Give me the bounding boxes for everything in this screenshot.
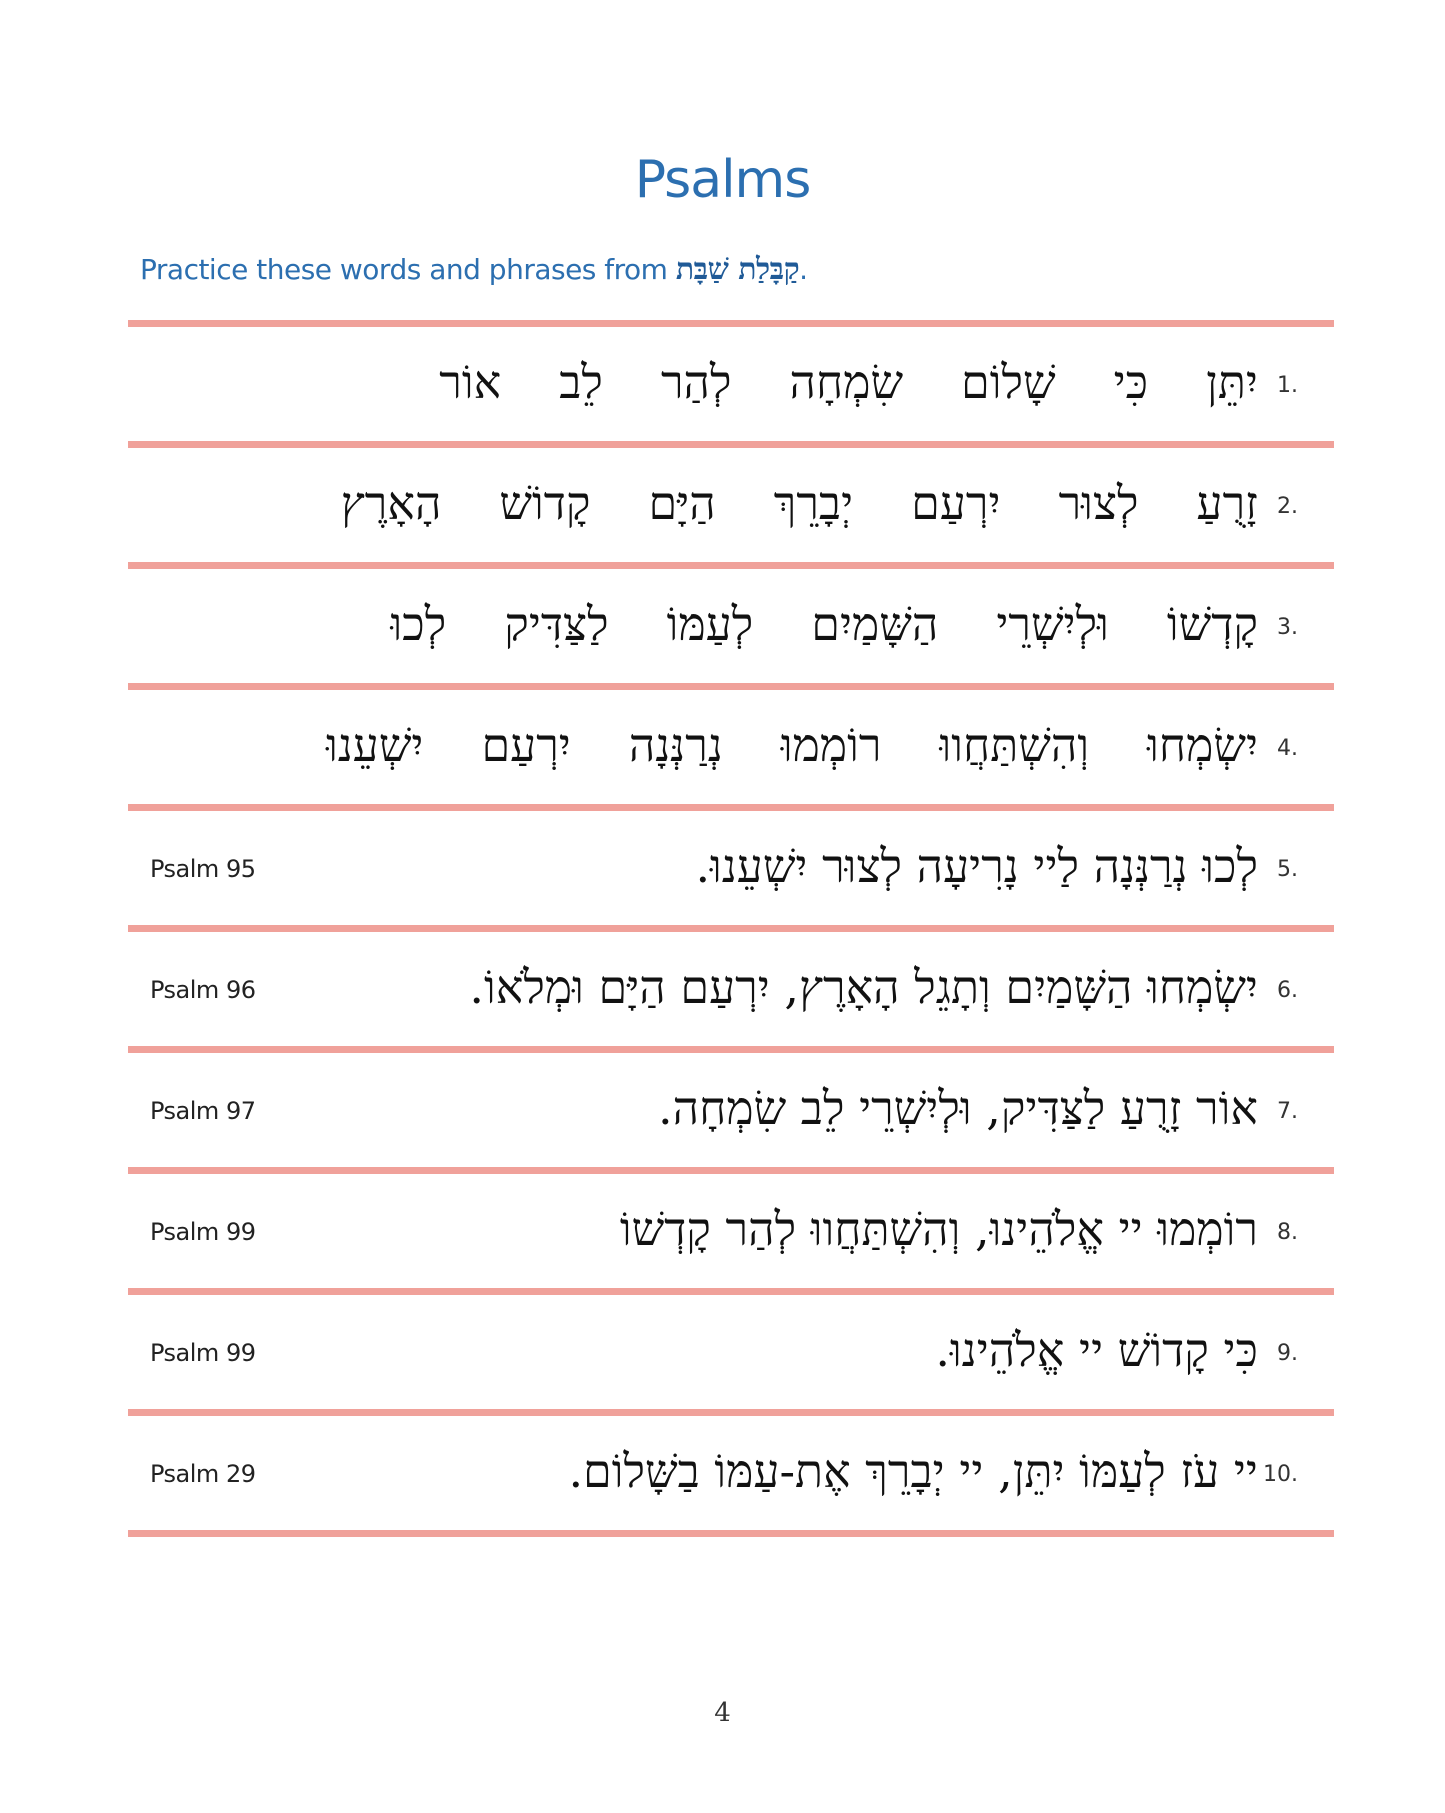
hebrew-word: יִשְׁעֵנוּ bbox=[326, 718, 424, 772]
hebrew-word: שִׂמְחָה bbox=[789, 355, 904, 409]
hebrew-word: לְכוּ bbox=[390, 597, 447, 651]
word-list bbox=[341, 476, 1258, 530]
hebrew-word: יִשְׂמְחוּ bbox=[1147, 718, 1258, 772]
phrase-row-5 bbox=[128, 811, 1334, 932]
row-number: 8. bbox=[1277, 1220, 1298, 1245]
hebrew-word: רוֹמְמוּ bbox=[780, 718, 882, 772]
hebrew-phrase: יִשְׂמְחוּ הַשָּׁמַיִם וְתָגֵל הָאָרֶץ, יִרְעַם הַיָּם וּמְלֹאוֹ. bbox=[469, 960, 1258, 1014]
hebrew-word: הָאָרֶץ bbox=[340, 476, 442, 530]
word-row-2 bbox=[128, 448, 1334, 569]
hebrew-phrase: רוֹמְמוּ יי אֱלֹהֵינוּ, וְהִשְׁתַּחֲווּ לְהַר קָדְשׁוֹ bbox=[619, 1202, 1258, 1256]
psalm-source: Psalm 95 bbox=[150, 855, 256, 883]
psalm-source: Psalm 99 bbox=[150, 1218, 256, 1246]
hebrew-word: כִּי bbox=[1113, 355, 1149, 409]
hebrew-word: קָדוֹשׁ bbox=[499, 476, 591, 530]
psalm-source: Psalm 99 bbox=[150, 1339, 256, 1367]
word-row-1 bbox=[128, 327, 1334, 448]
word-row-3 bbox=[128, 569, 1334, 690]
intro-line bbox=[140, 252, 808, 287]
word-list bbox=[326, 718, 1258, 772]
practice-table bbox=[128, 320, 1334, 1537]
hebrew-word: הַשָּׁמַיִם bbox=[811, 597, 939, 651]
psalm-source: Psalm 29 bbox=[150, 1460, 256, 1488]
row-number: 4. bbox=[1277, 736, 1298, 761]
row-number: 10. bbox=[1263, 1462, 1298, 1487]
hebrew-word: לַצַּדִּיק bbox=[504, 597, 609, 651]
hebrew-word: קָדְשׁוֹ bbox=[1166, 597, 1258, 651]
row-number: 5. bbox=[1277, 857, 1298, 882]
phrase-row-9 bbox=[128, 1295, 1334, 1416]
row-number: 6. bbox=[1277, 978, 1298, 1003]
psalm-source: Psalm 97 bbox=[150, 1097, 256, 1125]
hebrew-word: נְרַנְּנָה bbox=[628, 718, 723, 772]
phrase-row-7 bbox=[128, 1053, 1334, 1174]
hebrew-word: יִתֵּן bbox=[1206, 355, 1258, 409]
row-number: 3. bbox=[1277, 615, 1298, 640]
hebrew-word: יְבָרֵךְ bbox=[773, 476, 854, 530]
hebrew-phrase: לְכוּ נְרַנְּנָה לַיי נָרִיעָה לְצוּר יִשְׁעֵנוּ. bbox=[695, 839, 1258, 893]
hebrew-word: וּלְיִשְׁרֵי bbox=[996, 597, 1109, 651]
intro-text: Practice these words and phrases from bbox=[140, 253, 668, 286]
hebrew-phrase: יי עֹז לְעַמּוֹ יִתֵּן, יי יְבָרֵךְ אֶת-עַמּוֹ בַשָּׁלוֹם. bbox=[568, 1444, 1258, 1498]
row-number: 7. bbox=[1277, 1099, 1298, 1124]
hebrew-word: זָרֻעַ bbox=[1196, 476, 1258, 530]
hebrew-word: שָׁלוֹם bbox=[961, 355, 1056, 409]
hebrew-phrase: אוֹר זָרֻעַ לַצַּדִּיק, וּלְיִשְׁרֵי לֵב שִׂמְחָה. bbox=[658, 1081, 1258, 1135]
hebrew-word: לְעַמּוֹ bbox=[666, 597, 754, 651]
hebrew-word: לֵב bbox=[559, 355, 603, 409]
hebrew-word: לְהַר bbox=[660, 355, 732, 409]
row-number: 1. bbox=[1277, 373, 1298, 398]
intro-hebrew: קַבָּלַת שַׁבָּת bbox=[675, 252, 800, 287]
hebrew-phrase: כִּי קָדוֹשׁ יי אֱלֹהֵינוּ. bbox=[935, 1323, 1258, 1377]
hebrew-word: הַיָּם bbox=[648, 476, 716, 530]
page-number: 4 bbox=[714, 1698, 731, 1728]
hebrew-word: לְצוּר bbox=[1058, 476, 1139, 530]
phrase-row-6 bbox=[128, 932, 1334, 1053]
hebrew-word: אוֹר bbox=[439, 355, 502, 409]
phrase-row-10 bbox=[128, 1416, 1334, 1537]
row-number: 9. bbox=[1277, 1341, 1298, 1366]
word-list bbox=[390, 597, 1258, 651]
hebrew-word: יִרְעַם bbox=[481, 718, 571, 772]
page-title: Psalms bbox=[634, 150, 811, 210]
intro-suffix: . bbox=[799, 253, 808, 286]
phrase-row-8 bbox=[128, 1174, 1334, 1295]
word-list bbox=[439, 355, 1258, 409]
hebrew-word: יִרְעַם bbox=[911, 476, 1001, 530]
word-row-4 bbox=[128, 690, 1334, 811]
hebrew-word: וְהִשְׁתַּחֲווּ bbox=[939, 718, 1090, 772]
psalm-source: Psalm 96 bbox=[150, 976, 256, 1004]
row-number: 2. bbox=[1277, 494, 1298, 519]
